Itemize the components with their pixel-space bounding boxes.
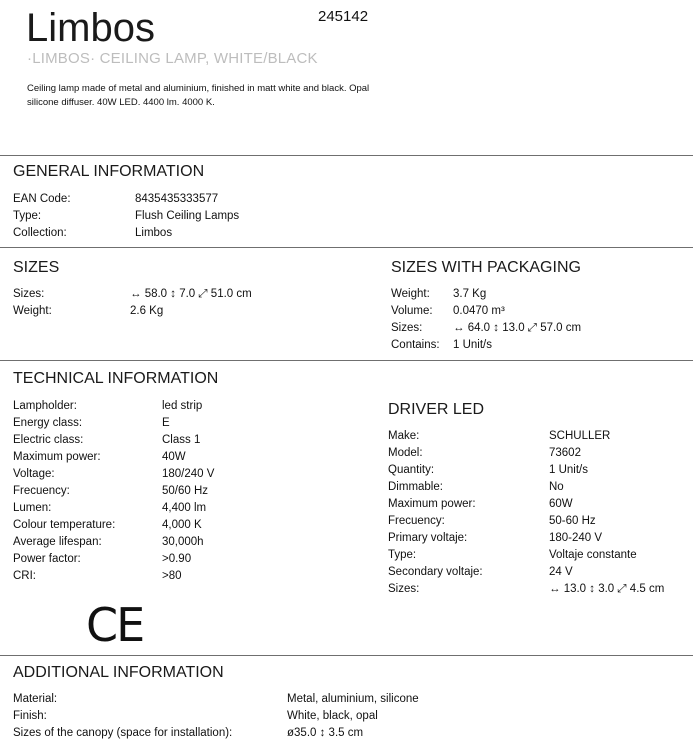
technical-label: Lumen: <box>13 502 52 514</box>
driver-label: Secondary voltaje: <box>388 566 483 578</box>
technical-value: 50/60 Hz <box>162 485 209 497</box>
driver-label: Make: <box>388 430 420 442</box>
additional-label: Sizes of the canopy (space for installation): <box>13 727 233 739</box>
packaging-heading: SIZES WITH PACKAGING <box>391 259 581 276</box>
divider-additional <box>0 655 693 656</box>
general-value: Limbos <box>135 227 173 239</box>
technical-value: >80 <box>162 570 182 582</box>
sizes-label: Sizes: <box>13 288 45 300</box>
divider-sizes <box>0 247 693 248</box>
driver-value: SCHULLER <box>549 430 611 442</box>
divider-general <box>0 155 693 156</box>
technical-label: Power factor: <box>13 553 81 565</box>
sizes-value: 2.6 Kg <box>130 305 164 317</box>
driver-label: Quantity: <box>388 464 435 476</box>
additional-value: Metal, aluminium, silicone <box>287 693 419 705</box>
technical-value: 4,000 K <box>162 519 202 531</box>
general-value: Flush Ceiling Lamps <box>135 210 240 222</box>
driver-heading: DRIVER LED <box>388 401 485 418</box>
additional-label: Finish: <box>13 710 47 722</box>
driver-value: 1 Unit/s <box>549 464 588 476</box>
technical-label: Frecuency: <box>13 485 70 497</box>
packaging-label: Sizes: <box>391 322 423 334</box>
driver-value: 50-60 Hz <box>549 515 596 527</box>
technical-label: Colour temperature: <box>13 519 116 531</box>
packaging-label: Weight: <box>391 288 430 300</box>
technical-value: 180/240 V <box>162 468 215 480</box>
driver-value: 73602 <box>549 447 581 459</box>
technical-label: Maximum power: <box>13 451 101 463</box>
technical-label: Average lifespan: <box>13 536 102 548</box>
additional-value: White, black, opal <box>287 710 378 722</box>
driver-label: Dimmable: <box>388 481 443 493</box>
product-reference: 245142 <box>318 8 369 25</box>
packaging-value: ↔ 64.0 ↕ 13.0 ⤢ 57.0 cm <box>453 322 582 334</box>
general-label: Collection: <box>13 227 67 239</box>
packaging-value: 0.0470 m³ <box>453 305 505 317</box>
divider-technical <box>0 360 693 361</box>
technical-value: 40W <box>162 451 186 463</box>
product-subtitle: ·LIMBOS· CEILING LAMP, WHITE/BLACK <box>27 50 318 67</box>
technical-value: >0.90 <box>162 553 192 565</box>
general-label: Type: <box>13 210 42 222</box>
additional-value: ø35.0 ↕ 3.5 cm <box>287 727 364 739</box>
technical-value: 4,400 lm <box>162 502 207 514</box>
product-title: Limbos <box>26 6 155 50</box>
driver-value: ↔ 13.0 ↕ 3.0 ⤢ 4.5 cm <box>549 583 665 595</box>
technical-heading: TECHNICAL INFORMATION <box>13 370 219 387</box>
technical-value: led strip <box>162 400 203 412</box>
technical-value: 30,000h <box>162 536 204 548</box>
general-value: 8435435333577 <box>135 193 219 205</box>
driver-label: Model: <box>388 447 423 459</box>
sizes-heading: SIZES <box>13 259 60 276</box>
driver-label: Maximum power: <box>388 498 476 510</box>
packaging-label: Contains: <box>391 339 440 351</box>
driver-value: No <box>549 481 564 493</box>
technical-label: Electric class: <box>13 434 84 446</box>
sizes-value: ↔ 58.0 ↕ 7.0 ⤢ 51.0 cm <box>130 288 252 300</box>
packaging-label: Volume: <box>391 305 433 317</box>
additional-heading: ADDITIONAL INFORMATION <box>13 664 224 681</box>
sizes-label: Weight: <box>13 305 52 317</box>
packaging-value: 1 Unit/s <box>453 339 492 351</box>
technical-label: Energy class: <box>13 417 83 429</box>
driver-label: Frecuency: <box>388 515 445 527</box>
ce-mark: CE <box>86 598 144 652</box>
driver-value: Voltaje constante <box>549 549 637 561</box>
technical-label: Voltage: <box>13 468 55 480</box>
driver-value: 60W <box>549 498 573 510</box>
driver-value: 24 V <box>549 566 573 578</box>
general-heading: GENERAL INFORMATION <box>13 163 205 180</box>
additional-label: Material: <box>13 693 58 705</box>
technical-label: CRI: <box>13 570 36 582</box>
packaging-value: 3.7 Kg <box>453 288 487 300</box>
driver-label: Sizes: <box>388 583 420 595</box>
general-label: EAN Code: <box>13 193 71 205</box>
product-description: Ceiling lamp made of metal and aluminium, finished in matt white and black. Opal silicone diffuser. 40W LED. 4400 lm. 4000 K. <box>27 83 370 108</box>
driver-value: 180-240 V <box>549 532 603 544</box>
technical-value: Class 1 <box>162 434 201 446</box>
driver-label: Primary voltaje: <box>388 532 468 544</box>
driver-label: Type: <box>388 549 417 561</box>
technical-value: E <box>162 417 170 429</box>
technical-label: Lampholder: <box>13 400 77 412</box>
